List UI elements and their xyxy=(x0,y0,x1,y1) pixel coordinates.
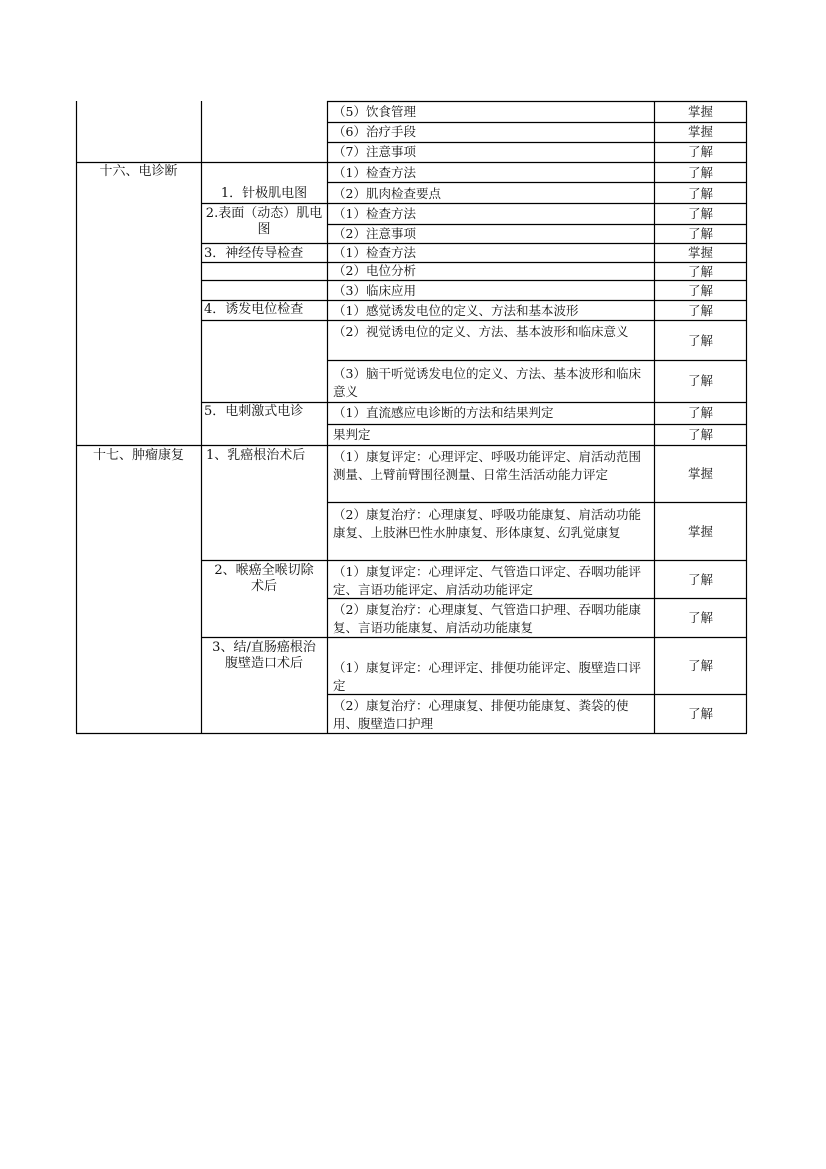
item-text: （1）康复评定：心理评定、呼吸功能评定、肩活动范围测量、上臂前臂围径测量、日常生活活动能力评定 xyxy=(333,449,641,482)
item-level: 了解 xyxy=(687,373,713,388)
item-level: 了解 xyxy=(687,572,713,587)
section-title: 十七、肿瘤康复 xyxy=(92,448,184,463)
item-text: （1）检查方法 xyxy=(333,165,416,180)
item-text: （2）康复治疗：心理康复、气管造口护理、吞咽功能康复、言语功能康复、肩活动功能康复 xyxy=(333,602,641,635)
subsection-title: 1．针极肌电图 xyxy=(220,186,308,201)
item-level: 掌握 xyxy=(687,466,713,481)
item-text: （2）康复治疗：心理康复、呼吸功能康复、肩活动功能康复、上肢淋巴性水肿康复、形体康复、幻乳觉康复 xyxy=(333,507,641,540)
item-text: （1）感觉诱发电位的定义、方法和基本波形 xyxy=(333,303,579,318)
item-text: 果判定 xyxy=(333,427,371,442)
item-level: 了解 xyxy=(687,303,713,318)
item-level: 了解 xyxy=(687,333,713,348)
subsection-title: 3．神经传导检查 xyxy=(204,246,304,261)
item-level: 了解 xyxy=(687,226,713,241)
item-text: （2）康复治疗：心理康复、排便功能康复、粪袋的使用、腹壁造口护理 xyxy=(333,698,629,731)
item-level: 了解 xyxy=(687,405,713,420)
subsection-title: 4．诱发电位检查 xyxy=(204,302,304,317)
item-level: 掌握 xyxy=(687,245,713,260)
item-level: 了解 xyxy=(687,427,713,442)
item-level: 掌握 xyxy=(687,524,713,539)
item-text: （1）直流感应电诊断的方法和结果判定 xyxy=(333,405,554,420)
item-level: 了解 xyxy=(687,283,713,298)
item-text: （1）检查方法 xyxy=(333,206,416,221)
item-text: （1）检查方法 xyxy=(333,245,416,260)
item-text: （2）注意事项 xyxy=(333,226,416,241)
item-text: （1）康复评定：心理评定、气管造口评定、吞咽功能评定、言语功能评定、肩活动功能评定 xyxy=(333,564,641,597)
item-level: 了解 xyxy=(687,610,713,625)
item-text: （5）饮食管理 xyxy=(333,104,416,119)
section-title: 十六、电诊断 xyxy=(99,164,178,179)
item-level: 掌握 xyxy=(687,124,713,139)
item-text: （3）临床应用 xyxy=(333,283,416,298)
item-text: （3）脑干听觉诱发电位的定义、方法、基本波形和临床意义 xyxy=(333,366,641,399)
item-level: 了解 xyxy=(687,658,713,673)
item-text: （2）视觉诱电位的定义、方法、基本波形和临床意义 xyxy=(333,324,629,339)
item-text: （1）康复评定：心理评定、排便功能评定、腹壁造口评定 xyxy=(333,660,641,693)
item-text: （2）电位分析 xyxy=(333,263,416,278)
item-level: 了解 xyxy=(687,706,713,721)
subsection-title: 3、结/直肠癌根治腹壁造口术后 xyxy=(212,640,316,671)
subsection-title: 2.表面（动态）肌电图 xyxy=(205,206,323,237)
item-text: （6）治疗手段 xyxy=(333,124,416,139)
item-level: 了解 xyxy=(687,144,713,159)
item-level: 了解 xyxy=(687,264,713,279)
item-level: 了解 xyxy=(687,186,713,201)
item-level: 了解 xyxy=(687,165,713,180)
item-level: 了解 xyxy=(687,206,713,221)
subsection-title: 1、乳癌根治术后 xyxy=(206,448,306,463)
subsection-title: 5．电刺激式电诊 xyxy=(204,404,304,419)
item-text: （2）肌肉检查要点 xyxy=(333,186,441,201)
item-text: （7）注意事项 xyxy=(333,144,416,159)
item-level: 掌握 xyxy=(687,104,713,119)
subsection-title: 2、喉癌全喉切除术后 xyxy=(214,563,314,594)
